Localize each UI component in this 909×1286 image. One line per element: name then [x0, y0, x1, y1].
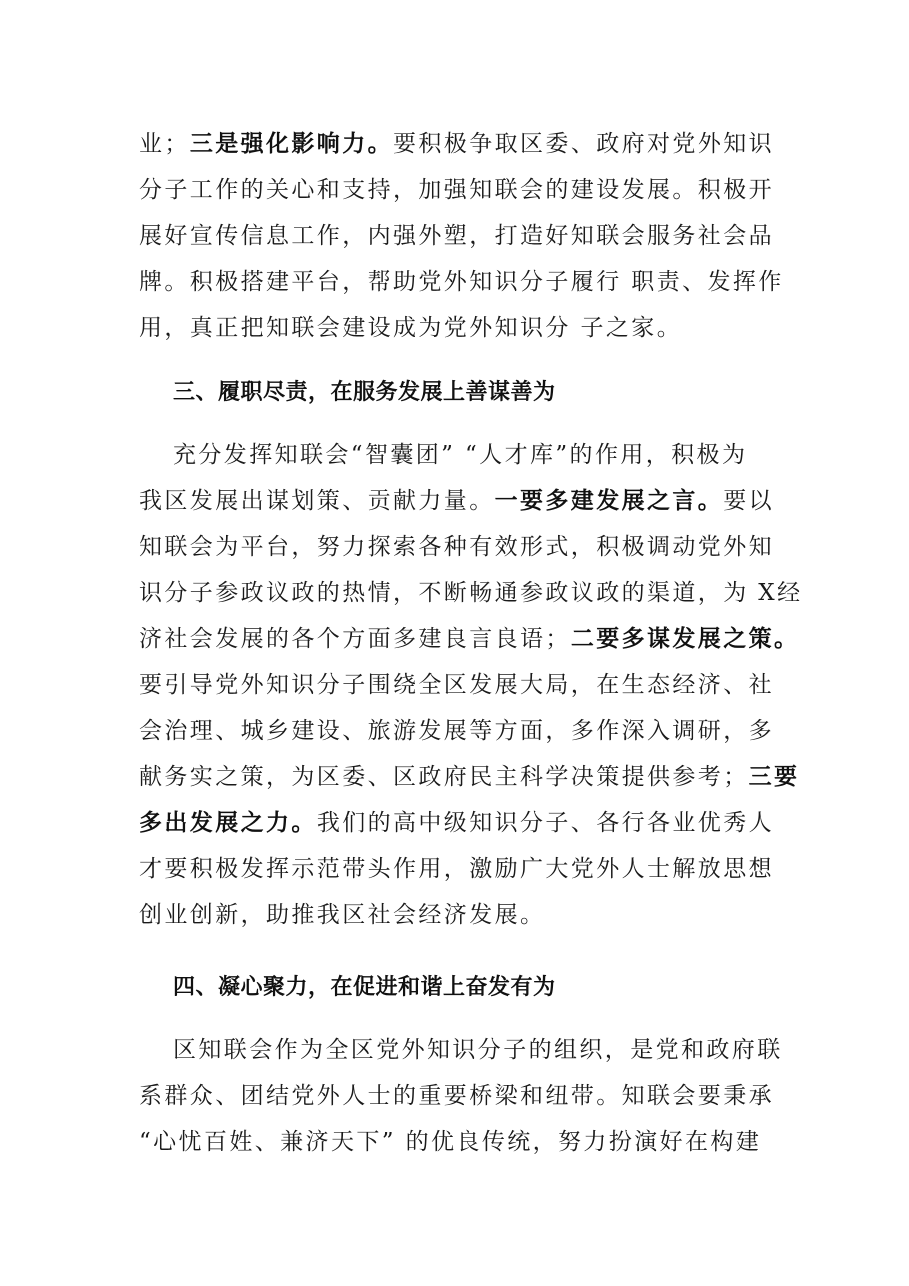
bold-phrase: 三是强化影响力。 — [189, 131, 394, 157]
bold-phrase: 多出发展之力。 — [139, 810, 317, 836]
bold-phrase: 三要 — [748, 764, 800, 790]
text-run: 要以 — [723, 488, 775, 514]
paragraph-line: 才要积极发挥示范带头作用，激励广大党外人士解放思想 — [139, 856, 774, 882]
paragraph-line: 展好宣传信息工作，内强外塑，打造好知联会服务社会品 — [139, 223, 774, 249]
paragraph-line: 分子工作的关心和支持，加强知联会的建设发展。积极开 — [139, 177, 774, 203]
paragraph-line — [139, 124, 775, 164]
text-run: 业； — [139, 131, 190, 157]
section-heading-3: 三、履职尽责，在服务发展上善谋善为 — [173, 380, 556, 405]
paragraph-line — [139, 757, 800, 797]
paragraph-line: 知联会为平台，努力探索各种有效形式，积极调动党外知 — [139, 534, 774, 560]
text-run: 我们的高中级知识分子、各行各业优秀人 — [316, 810, 775, 836]
paragraph-line: 充分发挥知联会“智囊团” “人才库”的作用，积极为 — [173, 442, 748, 468]
paragraph-line: 牌。积极搭建平台，帮助党外知识分子履行 职责、发挥作 — [139, 269, 784, 295]
bold-phrase: 一要多建发展之言。 — [494, 488, 724, 514]
text-run: 济社会发展的各个方面多建良言良语； — [139, 626, 571, 652]
text-run: 献务实之策，为区委、区政府民主科学决策提供参考； — [139, 764, 749, 790]
paragraph-line: 创业创新，助推我区社会经济发展。 — [139, 902, 546, 928]
paragraph-line: 识分子参政议政的热情，不断畅通参政议政的渠道，为 X经 — [139, 580, 803, 606]
bold-phrase: 二要多谋发展之策。 — [570, 626, 800, 652]
paragraph-line — [139, 481, 775, 521]
paragraph-line: “心忧百姓、兼济天下” 的优良传统，努力扮演好在构建 — [139, 1129, 762, 1155]
paragraph-line: 系群众、团结党外人士的重要桥梁和纽带。知联会要秉承 — [139, 1083, 774, 1109]
text-run: 我区发展出谋划策、贡献力量。 — [139, 488, 495, 514]
paragraph-line: 用，真正把知联会建设成为党外知识分 子之家。 — [139, 315, 683, 341]
paragraph-line — [139, 803, 775, 843]
paragraph-line: 会治理、城乡建设、旅游发展等方面，多作深入调研，多 — [139, 718, 774, 744]
section-heading-4: 四、凝心聚力，在促进和谐上奋发有为 — [173, 975, 556, 1000]
text-run: 要积极争取区委、政府对党外知识 — [393, 131, 775, 157]
paragraph-line — [139, 619, 800, 659]
paragraph-line: 要引导党外知识分子围绕全区发展大局，在生态经济、社 — [139, 672, 774, 698]
paragraph-line: 区知联会作为全区党外知识分子的组织，是党和政府联 — [173, 1037, 783, 1063]
